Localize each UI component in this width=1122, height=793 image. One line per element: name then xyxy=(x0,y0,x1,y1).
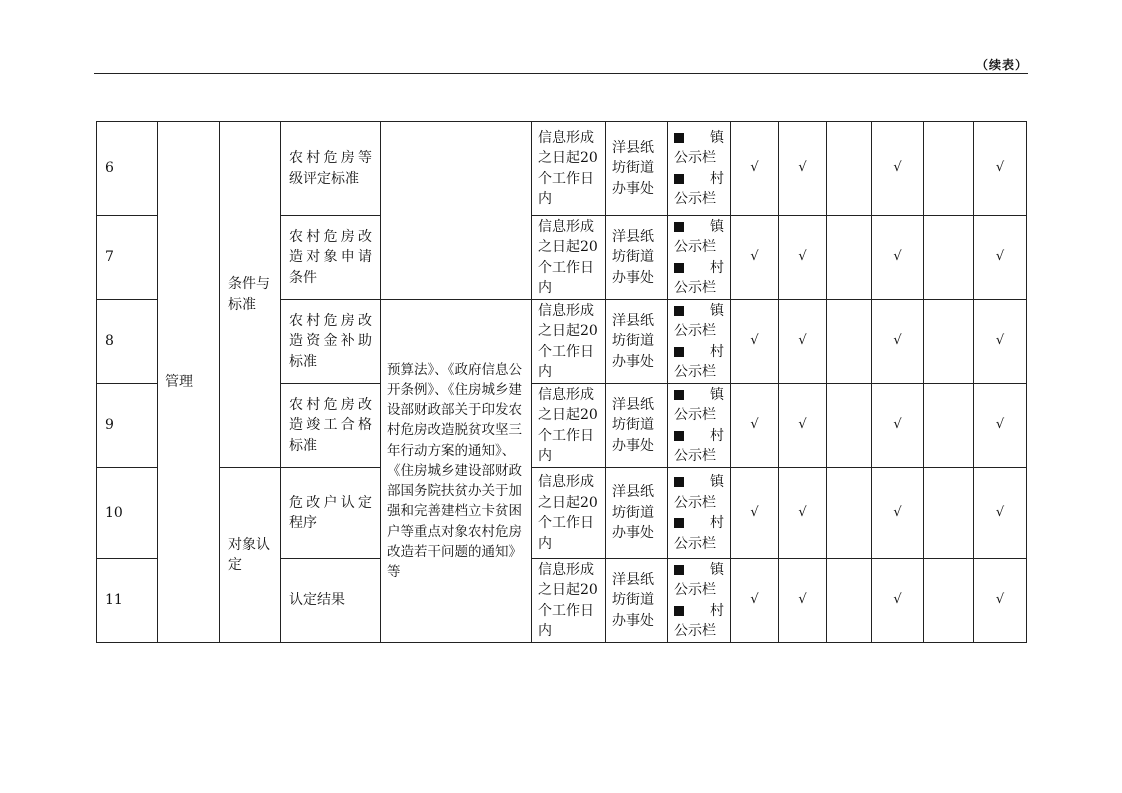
group-cell-conditions: 条件与 标准 xyxy=(220,122,281,468)
item-cell: 农村危房改造资金补助标准 xyxy=(281,300,381,384)
item-cell: 认定结果 xyxy=(281,559,381,643)
check-cell: √ xyxy=(974,468,1027,559)
square-bullet-icon xyxy=(674,518,684,528)
disclosure-table xyxy=(96,121,1027,643)
check-cell xyxy=(924,384,974,468)
channel-cell: 镇 公示栏 村 公示栏 xyxy=(668,122,731,216)
law-basis-cell: 预算法》、《政府信息公开条例》、《住房城乡建设部财政部关于印发农村危房改造脱贫攻坚三年行动方案的通知》、《住房城乡建设部财政部国务院扶贫办关于加强和完善建档立卡贫困户等重点对象农村危房改造若干问题的通知》等 xyxy=(381,300,532,643)
check-cell: √ xyxy=(872,559,924,643)
table-body xyxy=(97,122,1027,643)
organ-cell: 洋县纸坊街道办事处 xyxy=(606,122,668,216)
row-number: 10 xyxy=(97,468,158,559)
check-cell: √ xyxy=(872,300,924,384)
square-bullet-icon xyxy=(674,565,684,575)
time-limit-cell: 信息形成之日起20个工作日内 xyxy=(532,468,606,559)
square-bullet-icon xyxy=(674,306,684,316)
organ-cell: 洋县纸坊街道办事处 xyxy=(606,300,668,384)
check-cell: √ xyxy=(872,468,924,559)
time-limit-cell: 信息形成之日起20个工作日内 xyxy=(532,216,606,300)
check-cell: √ xyxy=(779,384,827,468)
row-number: 11 xyxy=(97,559,158,643)
row-number: 9 xyxy=(97,384,158,468)
square-bullet-icon xyxy=(674,174,684,184)
square-bullet-icon xyxy=(674,347,684,357)
organ-cell: 洋县纸坊街道办事处 xyxy=(606,559,668,643)
square-bullet-icon xyxy=(674,606,684,616)
item-cell: 危改户认定程序 xyxy=(281,468,381,559)
check-cell: √ xyxy=(731,216,779,300)
group-cell-identification: 对象认 定 xyxy=(220,468,281,643)
check-cell: √ xyxy=(974,384,1027,468)
channel-cell: 镇 公示栏 村 公示栏 xyxy=(668,216,731,300)
check-cell xyxy=(827,122,872,216)
check-cell: √ xyxy=(872,122,924,216)
time-limit-cell: 信息形成之日起20个工作日内 xyxy=(532,384,606,468)
square-bullet-icon xyxy=(674,477,684,487)
time-limit-cell: 信息形成之日起20个工作日内 xyxy=(532,559,606,643)
check-cell: √ xyxy=(974,122,1027,216)
check-cell: √ xyxy=(779,122,827,216)
check-cell xyxy=(924,300,974,384)
check-cell: √ xyxy=(731,300,779,384)
check-cell: √ xyxy=(731,468,779,559)
check-cell: √ xyxy=(731,122,779,216)
check-cell: √ xyxy=(872,216,924,300)
item-cell: 农村危房等级评定标准 xyxy=(281,122,381,216)
check-cell xyxy=(827,384,872,468)
channel-cell: 镇 公示栏 村 公示栏 xyxy=(668,384,731,468)
channel-cell: 镇 公示栏 村 公示栏 xyxy=(668,559,731,643)
organ-cell: 洋县纸坊街道办事处 xyxy=(606,384,668,468)
check-cell xyxy=(827,559,872,643)
square-bullet-icon xyxy=(674,263,684,273)
square-bullet-icon xyxy=(674,431,684,441)
check-cell xyxy=(827,468,872,559)
check-cell: √ xyxy=(779,468,827,559)
check-cell xyxy=(924,216,974,300)
check-cell: √ xyxy=(731,384,779,468)
check-cell xyxy=(924,122,974,216)
square-bullet-icon xyxy=(674,390,684,400)
check-cell: √ xyxy=(779,300,827,384)
channel-cell: 镇 公示栏 村 公示栏 xyxy=(668,468,731,559)
check-cell: √ xyxy=(974,300,1027,384)
row-number: 6 xyxy=(97,122,158,216)
law-basis-cell-empty xyxy=(381,122,532,300)
header-rule xyxy=(94,73,1028,74)
square-bullet-icon xyxy=(674,222,684,232)
check-cell xyxy=(827,216,872,300)
check-cell: √ xyxy=(974,559,1027,643)
check-cell: √ xyxy=(779,216,827,300)
organ-cell: 洋县纸坊街道办事处 xyxy=(606,216,668,300)
check-cell: √ xyxy=(731,559,779,643)
check-cell xyxy=(924,559,974,643)
item-cell: 农村危房改造对象申请条件 xyxy=(281,216,381,300)
table-row xyxy=(97,122,1027,216)
row-number: 7 xyxy=(97,216,158,300)
table-row xyxy=(97,468,1027,559)
time-limit-cell: 信息形成之日起20个工作日内 xyxy=(532,122,606,216)
continued-label: （续表） xyxy=(976,58,1029,72)
square-bullet-icon xyxy=(674,133,684,143)
item-cell: 农村危房改造竣工合格标准 xyxy=(281,384,381,468)
check-cell: √ xyxy=(779,559,827,643)
check-cell xyxy=(827,300,872,384)
category-cell: 管理 xyxy=(158,122,220,643)
channel-cell: 镇 公示栏 村 公示栏 xyxy=(668,300,731,384)
organ-cell: 洋县纸坊街道办事处 xyxy=(606,468,668,559)
check-cell: √ xyxy=(872,384,924,468)
check-cell: √ xyxy=(974,216,1027,300)
check-cell xyxy=(924,468,974,559)
time-limit-cell: 信息形成之日起20个工作日内 xyxy=(532,300,606,384)
row-number: 8 xyxy=(97,300,158,384)
